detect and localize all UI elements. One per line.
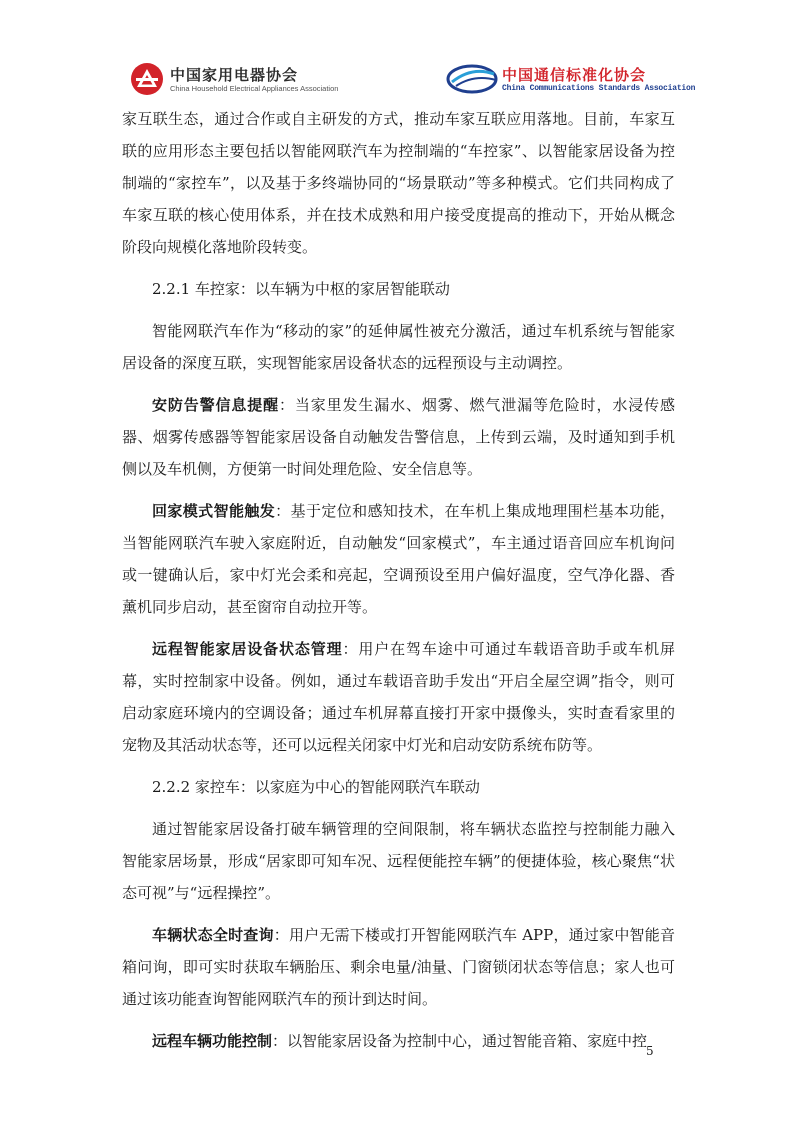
cheaa-logo xyxy=(130,62,450,98)
paragraph-remote-device-management xyxy=(122,633,675,761)
cheaa-name-en: China Household Electrical Appliances Association xyxy=(170,84,339,93)
term-home-mode: 回家模式智能触发 xyxy=(152,502,276,520)
term-vehicle-status-query: 车辆状态全时查询 xyxy=(152,926,274,944)
ccsa-name-cn: 中国通信标准化协会 xyxy=(502,66,647,84)
section-heading-2-2-1: 2.2.1 车控家：以车辆为中枢的家居智能联动 xyxy=(152,280,450,298)
page-header xyxy=(0,0,794,100)
text-home-mode: ：基于定位和感知技术，在车机上集成地理围栏基本功能，当智能网联汽车驶入家庭附近，自动触发“回家模式”，车主通过语音回应车机询问或一键确认后，家中灯光会柔和亮起，空调预设至用户偏好温度，空气净化器、香薰机同步启动，甚至窗帘自动拉开等。 xyxy=(122,502,675,616)
paragraph-vehicle-status-query xyxy=(122,919,675,1015)
term-remote-device-management: 远程智能家居设备状态管理 xyxy=(152,640,343,658)
paragraph-home-control-car: 通过智能家居设备打破车辆管理的空间限制，将车辆状态监控与控制能力融入智能家居场景，形成“居家即可知车况、远程便能控车辆”的便捷体验，核心聚焦“状态可视”与“远程操控”。 xyxy=(122,820,675,902)
cheaa-name-cn: 中国家用电器协会 xyxy=(170,66,299,84)
text-vehicle-status-query: ：用户无需下楼或打开智能网联汽车 APP，通过家中智能音箱问询，即可实时获取车辆胎压、剩余电量/油量、门窗锁闭状态等信息；家人也可通过该功能查询智能网联汽车的预计到达时间。 xyxy=(122,926,675,1008)
paragraph-car-control-home: 智能网联汽车作为“移动的家”的延伸属性被充分激活，通过车机系统与智能家居设备的深度互联，实现智能家居设备状态的远程预设与主动调控。 xyxy=(122,322,675,372)
text-remote-device-management: ：用户在驾车途中可通过车载语音助手或车机屏幕，实时控制家中设备。例如，通过车载语音助手发出“开启全屋空调”指令，则可启动家庭环境内的空调设备；通过车机屏幕直接打开家中摄像头，实时查看家里的宠物及其活动状态等，还可以远程关闭家中灯光和启动安防系统布防等。 xyxy=(122,640,675,754)
page-number: 5 xyxy=(646,1044,654,1058)
page-body xyxy=(122,103,675,1057)
text-remote-vehicle-control: ：以智能家居设备为控制中心，通过智能音箱、家庭中控 xyxy=(272,1032,648,1050)
paragraph-home-mode xyxy=(122,495,675,623)
paragraph-intro: 家互联生态，通过合作或自主研发的方式，推动车家互联应用落地。目前，车家互联的应用形态主要包括以智能网联汽车为控制端的“车控家”、以智能家居设备为控制端的“家控车”，以及基于多终端协同的“场景联动”等多种模式。它们共同构成了车家互联的核心使用体系，并在技术成熟和用户接受度提高的推动下，开始从概念阶段向规模化落地阶段转变。 xyxy=(122,110,675,256)
ccsa-name-en: China Communications Standards Association xyxy=(502,84,696,93)
cheaa-emblem-icon xyxy=(130,62,164,96)
ccsa-logo xyxy=(446,62,696,98)
paragraph-remote-vehicle-control xyxy=(122,1025,675,1057)
ccsa-emblem-icon xyxy=(446,62,500,96)
text-security-alert: ：当家里发生漏水、烟雾、燃气泄漏等危险时，水浸传感器、烟雾传感器等智能家居设备自动触发告警信息，上传到云端，及时通知到手机侧以及车机侧，方便第一时间处理危险、安全信息等。 xyxy=(122,396,675,478)
section-heading-2-2-2: 2.2.2 家控车：以家庭为中心的智能网联汽车联动 xyxy=(152,778,480,796)
paragraph-security-alert xyxy=(122,389,675,485)
term-security-alert: 安防告警信息提醒 xyxy=(152,396,279,414)
term-remote-vehicle-control: 远程车辆功能控制 xyxy=(152,1032,273,1050)
